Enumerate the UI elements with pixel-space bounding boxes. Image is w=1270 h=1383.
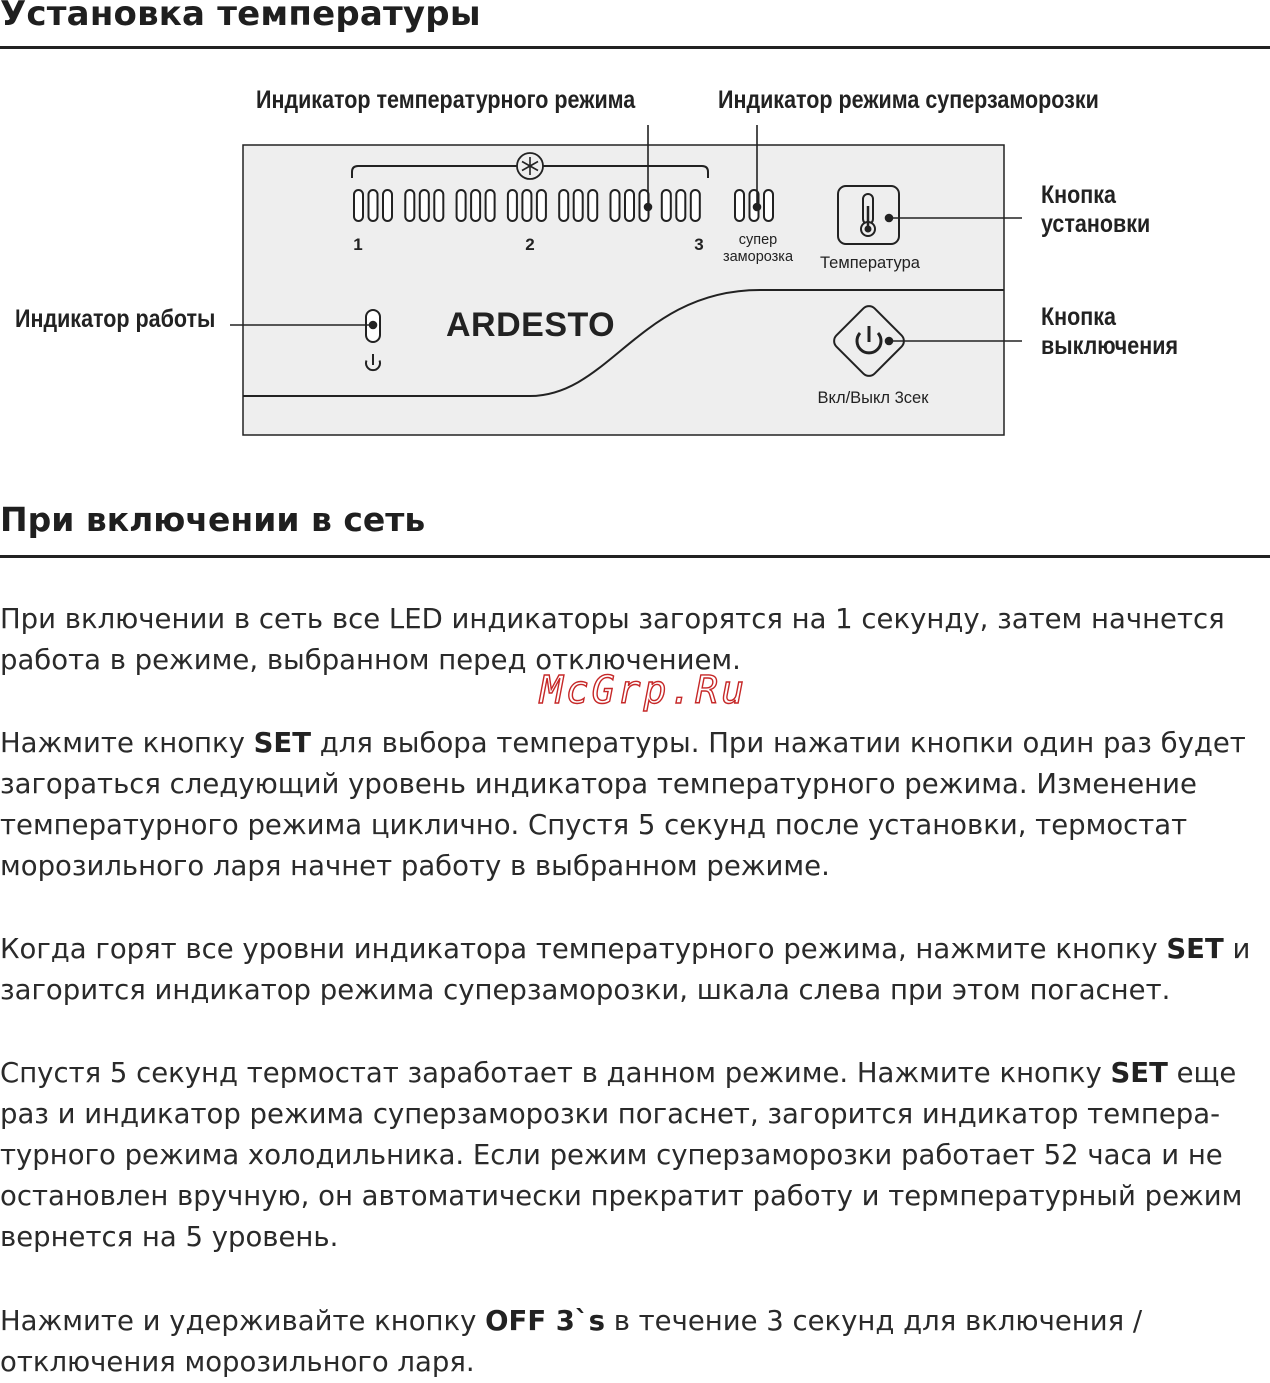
- power-button-label: Вкл/Выкл 3сек: [817, 389, 929, 407]
- p2-text-c: для выбора температуры. При нажатии кнопки один раз будет загораться следующий уровень индикатора температурного режима. Изменение температурного режима циклично. Спустя 5 секунд после установки, термостат морозильного ларя начнет работу в выбранном режиме.: [0, 727, 1246, 882]
- paragraph-set-button: [0, 723, 1268, 887]
- section-title-temperature-setting: Установка температуры: [0, 0, 481, 34]
- watermark: McGrp.Ru: [540, 668, 748, 712]
- level-bar-20: [676, 190, 685, 221]
- p5-text-c: в течение 3 секунд для включения / отключения морозильного ларя.: [0, 1305, 1143, 1378]
- snowflake-icon: [517, 153, 543, 179]
- control-panel-diagram: [0, 60, 1270, 450]
- level-label-1: 1: [353, 235, 363, 254]
- level-label-3: 3: [694, 235, 704, 254]
- p4-set-keyword: SET: [1110, 1057, 1168, 1089]
- paragraph-power-on: При включении в сеть все LED индикаторы загорятся на 1 секунду, затем начнется работа в режиме, выбранном перед отключением.: [0, 603, 1225, 676]
- level-bar-11: [522, 190, 531, 221]
- ardesto-logo-text: ARDESTO: [446, 306, 616, 344]
- level-bar-13: [559, 190, 568, 221]
- superfreeze-label-line2: заморозка: [722, 249, 794, 265]
- p3-set-keyword: SET: [1166, 933, 1224, 965]
- level-bar-1: [354, 190, 363, 221]
- level-bar-10: [508, 190, 517, 221]
- level-bar-16: [611, 190, 620, 221]
- superfreeze-bar-1: [735, 190, 744, 221]
- level-bar-3: [383, 190, 392, 221]
- p3-text-a: Когда горят все уровни индикатора температурного режима, нажмите кнопку: [0, 933, 1167, 965]
- p4-text-c: еще раз и индикатор режима суперзаморозки погаснет, загорится индикатор темпера-турного режима холодильника. Если режим суперзаморозки работает 52 часа и не остановлен вручную, он автоматически прекратит работу и термпературный режим вернется на 5 уровень.: [0, 1057, 1243, 1253]
- section-title-power-on: При включении в сеть: [0, 500, 426, 539]
- level-bar-12: [537, 190, 546, 221]
- level-bar-5: [420, 190, 429, 221]
- paragraph-off-button: [0, 1301, 1268, 1383]
- superfreeze-bar-3: [764, 190, 773, 221]
- level-bar-17: [625, 190, 634, 221]
- p2-text-a: Нажмите кнопку: [0, 727, 254, 759]
- level-label-2: 2: [525, 235, 535, 254]
- callout-superfreeze-indicator: Индикатор режима суперзаморозки: [718, 86, 1099, 114]
- paragraph-superfreeze-timeout: [0, 1053, 1268, 1258]
- ardesto-logo: [446, 306, 615, 344]
- callout-power-indicator: Индикатор работы: [15, 305, 216, 333]
- title-divider: [0, 46, 1270, 49]
- p4-text-a: Спустя 5 секунд термостат заработает в данном режиме. Нажмите кнопку: [0, 1057, 1111, 1089]
- level-bar-4: [405, 190, 414, 221]
- p3-text-c: и загорится индикатор режима суперзаморозки, шкала слева при этом погаснет.: [0, 933, 1251, 1006]
- level-bar-19: [662, 190, 671, 221]
- paragraph-superfreeze: [0, 929, 1268, 1011]
- superfreeze-label-line1: супер: [738, 232, 778, 248]
- level-bar-21: [691, 190, 700, 221]
- level-bar-9: [486, 190, 495, 221]
- p5-text-a: Нажмите и удерживайте кнопку: [0, 1305, 486, 1337]
- callout-off-button-line1: Кнопка: [1041, 303, 1116, 331]
- level-bar-15: [588, 190, 597, 221]
- level-bar-8: [471, 190, 480, 221]
- temperature-button-label: Температура: [820, 254, 920, 272]
- level-bar-7: [457, 190, 466, 221]
- level-bar-14: [574, 190, 583, 221]
- thermometer-icon: [861, 194, 875, 236]
- callout-off-button-line2: выключения: [1041, 332, 1178, 360]
- section-divider: [0, 555, 1270, 558]
- callout-set-button-line2: установки: [1041, 210, 1151, 238]
- p5-off-keyword: OFF 3`s: [485, 1305, 605, 1337]
- level-bar-2: [369, 190, 378, 221]
- callout-set-button-line1: Кнопка: [1041, 181, 1116, 209]
- p2-set-keyword: SET: [253, 727, 311, 759]
- callout-temperature-indicator: Индикатор температурного режима: [256, 86, 636, 114]
- level-bar-6: [434, 190, 443, 221]
